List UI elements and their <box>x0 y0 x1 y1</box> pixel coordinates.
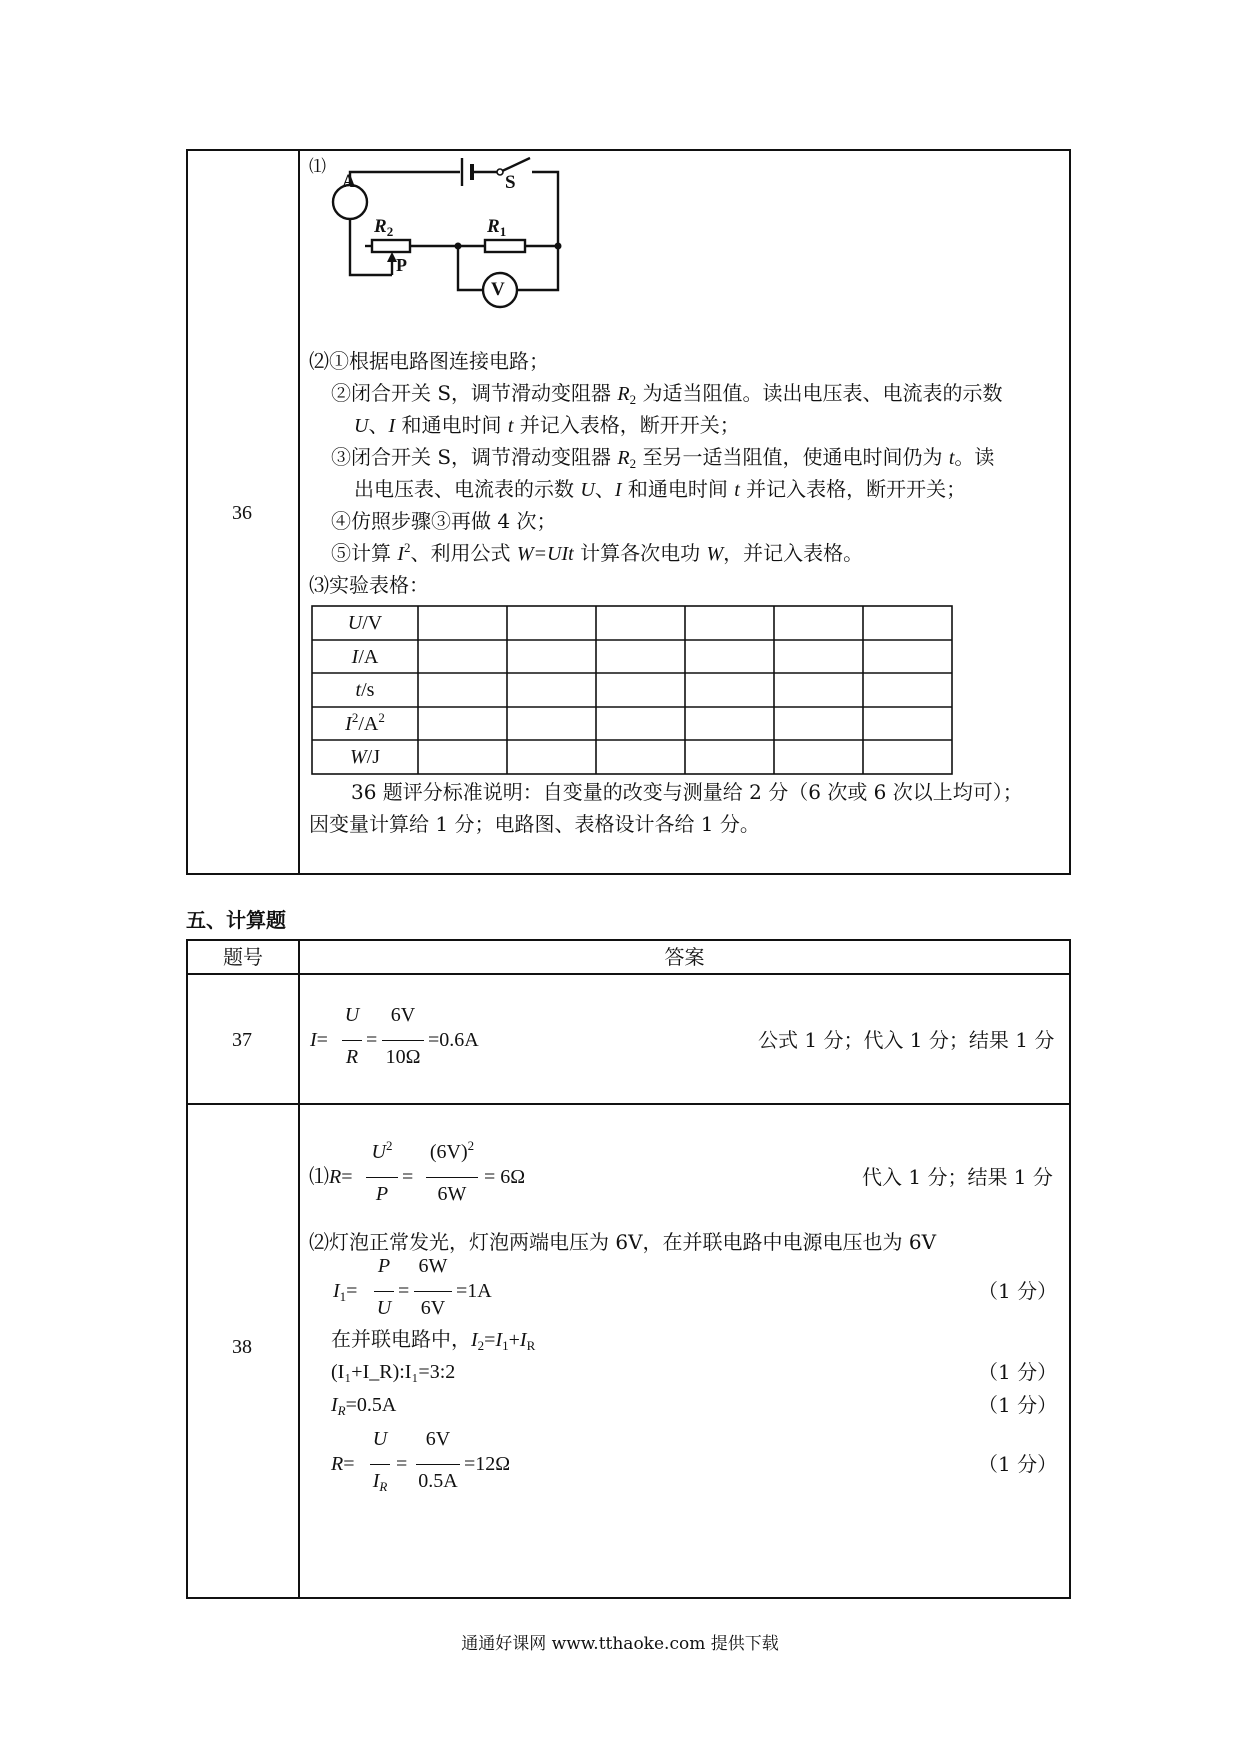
r1-label: $R_1$ <box>487 216 507 239</box>
q38-score-3: （1 分） <box>978 1393 1058 1417</box>
footer-text: 通通好课网 www.tthaoke.com 提供下载 <box>461 1634 779 1654</box>
table-row-header: I/A <box>351 646 379 668</box>
q38-p1-lhs: ⑴R= <box>309 1166 353 1188</box>
q38-p1-num1: $U^2$ <box>371 1138 393 1163</box>
table-row-header: $I^2/A^2$ <box>345 710 385 735</box>
q37-den1: R <box>345 1046 359 1068</box>
r2-label: $R_2$ <box>374 216 394 239</box>
q36-step2-line1: ②闭合开关 S，调节滑动变阻器 $R_2$ 为适当阻值。读出电压表、电流表的示数 <box>331 381 1003 407</box>
q38-p1-num2: $(6V)^2$ <box>429 1138 475 1163</box>
header-number: 题号 <box>223 945 263 969</box>
q36-part1-label: ⑴ <box>309 157 326 177</box>
q38-p1-result: = 6Ω <box>484 1166 526 1188</box>
q38-r-num1: U <box>372 1428 388 1450</box>
q38-i1-lhs: $I_1=$ <box>333 1280 358 1304</box>
q38-i1-den2: 6V <box>420 1297 446 1319</box>
q37-num1: U <box>344 1004 360 1026</box>
q36-scoring-line2: 因变量计算给 1 分；电路图、表格设计各给 1 分。 <box>309 812 760 836</box>
section-title: 五、计算题 <box>186 908 286 932</box>
q38-ratio: (I₁+I_R):I₁=3:2 <box>331 1361 456 1383</box>
table-row-header: U/V <box>347 612 383 634</box>
slider-label: P <box>396 255 407 275</box>
q37-num2: 6V <box>390 1004 416 1026</box>
voltmeter-label: V <box>491 279 505 300</box>
q38-score-2: （1 分） <box>978 1360 1058 1384</box>
q38-score-4: （1 分） <box>978 1452 1058 1476</box>
table-row-header: W/J <box>349 746 380 768</box>
q37-result: =0.6A <box>428 1029 479 1051</box>
q38-p1-score: 代入 1 分；结果 1 分 <box>862 1165 1053 1189</box>
q36-step3-line1: ③闭合开关 S，调节滑动变阻器 $R_2$ 至另一适当阻值，使通电时间仍为 t。读 <box>331 445 995 471</box>
q36-scoring-line1: 36 题评分标准说明：自变量的改变与测量给 2 分（6 次或 6 次以上均可）； <box>351 780 1023 804</box>
q38-r-result: =12Ω <box>464 1453 511 1475</box>
q36-step3-line2: 出电压表、电流表的示数 U、I 和通电时间 t 并记入表格，断开开关； <box>354 477 967 501</box>
q38-i1-num1: P <box>377 1255 391 1277</box>
q36-step1: ⑵①根据电路图连接电路； <box>309 349 549 373</box>
table-row-header: t/s <box>355 679 375 701</box>
ammeter-label: A <box>342 171 356 192</box>
q38-i1-result: =1A <box>456 1280 492 1302</box>
q36-step4: ④仿照步骤③再做 4 次； <box>331 509 557 533</box>
q38-p1-den2: 6W <box>437 1183 467 1205</box>
r2-resistor-icon <box>372 240 410 252</box>
q36-step5: ⑤计算 $I^2$、利用公式 W=UIt 计算各次电功 W，并记入表格。 <box>331 540 864 565</box>
q38-p1-den1: P <box>375 1183 389 1205</box>
q37-score: 公式 1 分；代入 1 分；结果 1 分 <box>758 1028 1055 1052</box>
q37-formula: I= <box>310 1029 328 1051</box>
q38-r-den2: 0.5A <box>418 1470 458 1492</box>
r1-resistor-icon <box>485 240 525 252</box>
q38-i1-num2: 6W <box>418 1255 448 1277</box>
q38-p2-line: ⑵灯泡正常发光，灯泡两端电压为 6V，在并联电路中电源电压也为 6V <box>309 1230 937 1254</box>
q36-part3: ⑶实验表格： <box>309 573 429 597</box>
q38-score-1: （1 分） <box>978 1279 1058 1303</box>
q36-step2-line2: U、I 和通电时间 t 并记入表格，断开开关； <box>354 413 740 437</box>
q38-r-num2: 6V <box>425 1428 451 1450</box>
q37-den2: 10Ω <box>385 1046 421 1068</box>
q38-parallel: 在并联电路中，$I_2=I_1+I_R$ <box>331 1327 536 1353</box>
q38-i1-den1: U <box>376 1297 392 1319</box>
q37-eq2: = <box>366 1029 378 1051</box>
q38-ir-line: $I_R=0.5A$ <box>331 1394 397 1418</box>
header-answer: 答案 <box>664 945 705 969</box>
q38-p1-eq: = <box>402 1166 414 1188</box>
q38-number: 38 <box>232 1336 252 1358</box>
q37-number: 37 <box>232 1029 252 1051</box>
q36-number: 36 <box>232 502 252 524</box>
q38-r-lhs: R= <box>331 1453 355 1475</box>
q38-r-den1: $I_R$ <box>372 1470 388 1494</box>
switch-label: S <box>505 172 516 193</box>
